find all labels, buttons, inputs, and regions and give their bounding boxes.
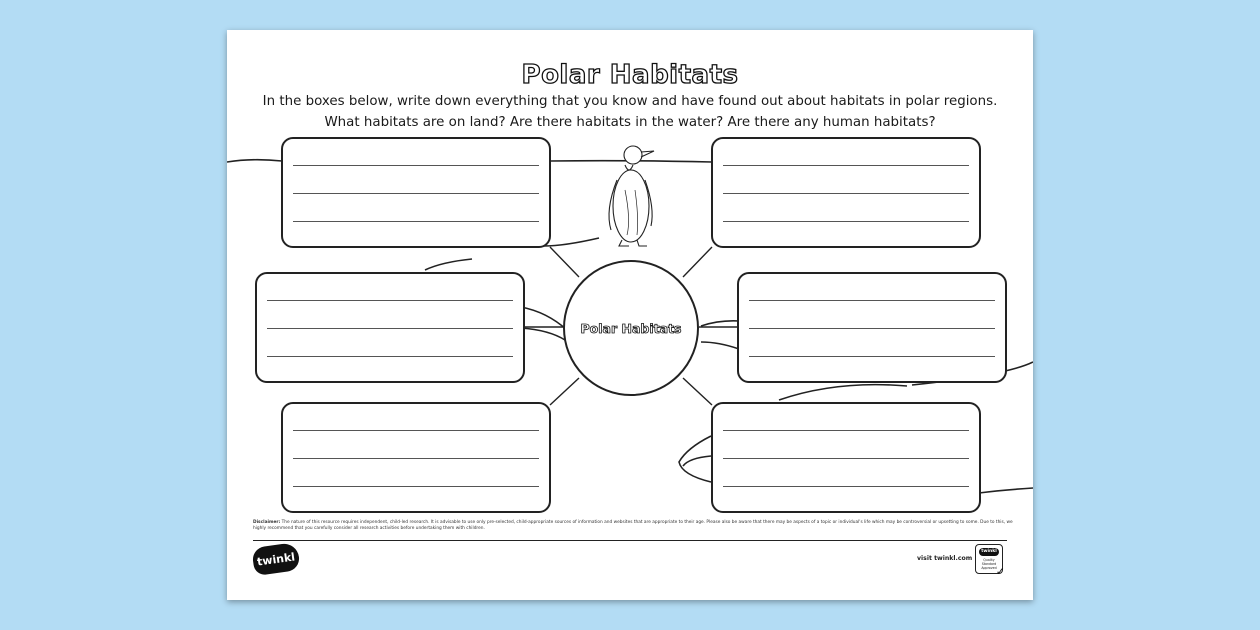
writing-line: [267, 300, 513, 301]
badge-top: twinkl: [979, 548, 999, 556]
writing-line: [723, 486, 969, 487]
writing-box-top-right[interactable]: [711, 137, 981, 248]
writing-box-middle-right[interactable]: [737, 272, 1007, 383]
disclaimer: [253, 520, 1013, 532]
writing-line: [723, 165, 969, 166]
writing-line: [293, 430, 539, 431]
disclaimer-heading: Disclaimer:: [253, 520, 281, 525]
writing-line: [293, 221, 539, 222]
worksheet-title: Polar Habitats: [521, 60, 739, 90]
writing-box-top-left[interactable]: [281, 137, 551, 248]
disclaimer-text: The nature of this resource requires independent, child-led research. It is advisable to use only pre-selected, child-appropriate sources of information and websites that are appropriate to their age. Please also be aware that there may be aspects of a topic or individual's life which may be controversial or upsetting to some. Due to this, we highly recommend that you carefully consider all research activities before undertaking them with children.: [253, 520, 1013, 531]
writing-line: [723, 193, 969, 194]
badge-bottom: Quality Standard Approved: [981, 558, 997, 570]
writing-line: [723, 458, 969, 459]
writing-box-bottom-right[interactable]: [711, 402, 981, 513]
center-label: Polar Habitats: [580, 320, 682, 336]
writing-line: [267, 328, 513, 329]
writing-line: [293, 193, 539, 194]
writing-line: [723, 430, 969, 431]
logo-text: twinkl: [256, 549, 296, 569]
checkmark-icon: ✓: [995, 565, 1005, 578]
center-circle: [563, 260, 699, 396]
worksheet-page: [227, 30, 1033, 600]
writing-line: [749, 356, 995, 357]
writing-line: [293, 486, 539, 487]
footer-divider: [253, 540, 1007, 541]
writing-box-middle-left[interactable]: [255, 272, 525, 383]
writing-line: [293, 458, 539, 459]
quality-badge: [975, 544, 1005, 578]
visit-link[interactable]: visit twinkl.com: [917, 555, 973, 562]
writing-line: [749, 328, 995, 329]
writing-line: [267, 356, 513, 357]
writing-line: [293, 165, 539, 166]
instructions-line-1: In the boxes below, write down everything that you know and have found out about habitats in polar regions.: [262, 94, 998, 109]
writing-box-bottom-left[interactable]: [281, 402, 551, 513]
writing-line: [749, 300, 995, 301]
instructions-line-2: What habitats are on land? Are there habitats in the water? Are there any human habitats?: [324, 115, 936, 130]
writing-line: [723, 221, 969, 222]
